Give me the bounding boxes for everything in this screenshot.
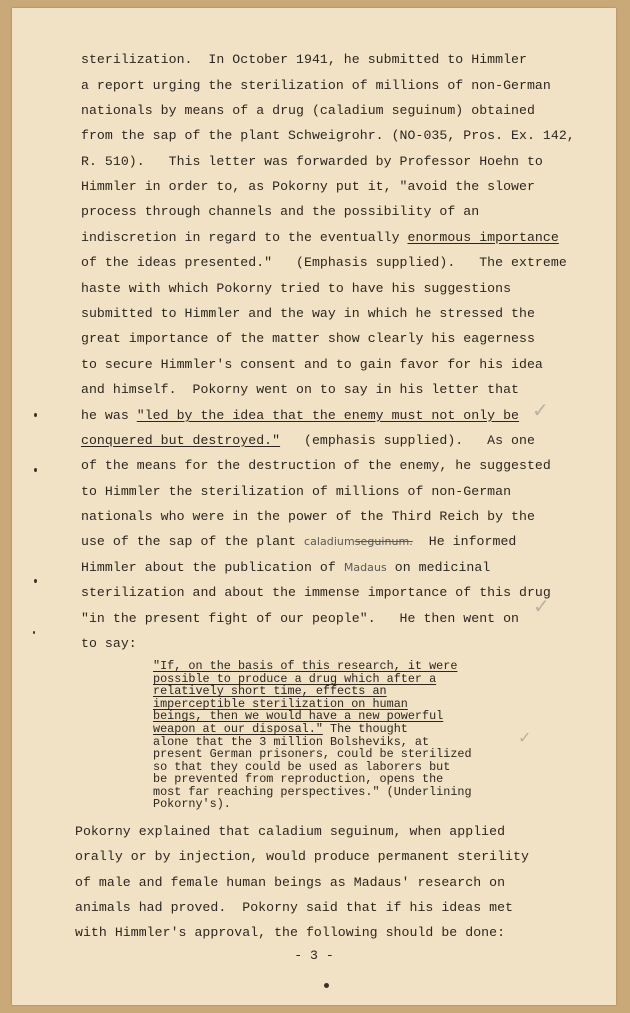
text-span: use of the sap of the plant bbox=[81, 534, 304, 549]
text-span: Himmler about the publication of bbox=[81, 560, 344, 575]
page-number: - 3 - bbox=[294, 948, 334, 963]
text-span: he was bbox=[81, 408, 137, 423]
quote-line: most far reaching perspectives." (Underlining bbox=[153, 785, 472, 799]
underlined-emphasis: conquered but destroyed." bbox=[81, 433, 281, 448]
text-line bbox=[81, 433, 535, 449]
text-line: of male and female human beings as Madaus' research on bbox=[75, 875, 506, 890]
underlined-emphasis: enormous importance bbox=[407, 230, 559, 245]
handwritten-correction: Madaus bbox=[343, 561, 387, 574]
text-line: Himmler in order to, as Pokorny put it, "avoid the slower bbox=[81, 179, 535, 194]
quote-line: Pokorny's). bbox=[153, 797, 231, 811]
text-line: a report urging the sterilization of millions of non-German bbox=[81, 78, 551, 93]
quote-line: "If, on the basis of this research, it were bbox=[153, 659, 458, 673]
text-line: of the means for the destruction of the enemy, he suggested bbox=[81, 458, 551, 473]
text-line: sterilization. In October 1941, he submitted to Himmler bbox=[81, 52, 527, 67]
text-line: great importance of the matter show clearly his eagerness bbox=[81, 331, 535, 346]
text-line: nationals by means of a drug (caladium seguinum) obtained bbox=[81, 103, 535, 118]
text-line bbox=[81, 230, 559, 246]
handwritten-correction: caladium bbox=[304, 535, 355, 548]
text-line: submitted to Himmler and the way in which he stressed the bbox=[81, 306, 535, 321]
text-line: haste with which Pokorny tried to have his suggestions bbox=[81, 281, 512, 296]
quote-line: alone that the 3 million Bolsheviks, at bbox=[153, 735, 430, 749]
text-line: to secure Himmler's consent and to gain favor for his idea bbox=[81, 357, 543, 372]
quote-line: imperceptible sterilization on human bbox=[153, 697, 408, 711]
check-mark-icon: ✓ bbox=[532, 398, 549, 422]
text-line: with Himmler's approval, the following should be done: bbox=[75, 925, 506, 940]
punch-mark bbox=[34, 413, 37, 417]
text-line: animals had proved. Pokorny said that if his ideas met bbox=[75, 900, 514, 915]
text-line: sterilization and about the immense importance of this drug bbox=[81, 585, 551, 600]
text-line: Pokorny explained that caladium seguinum, when applied bbox=[75, 824, 506, 839]
text-line bbox=[81, 534, 516, 550]
quote-underlined-span: weapon at our disposal." bbox=[153, 722, 323, 736]
text-span: (emphasis supplied). As one bbox=[280, 433, 535, 448]
check-mark-icon: ✓ bbox=[533, 594, 550, 618]
text-line: and himself. Pokorny went on to say in his letter that bbox=[81, 382, 520, 397]
punch-mark bbox=[33, 631, 35, 634]
document-page bbox=[12, 8, 616, 1005]
text-line: to say: bbox=[81, 636, 137, 651]
text-line: to Himmler the sterilization of millions of non-German bbox=[81, 484, 512, 499]
quote-line: so that they could be used as laborers but bbox=[153, 760, 451, 774]
text-line bbox=[81, 560, 490, 576]
text-span: on medicinal bbox=[386, 560, 491, 575]
text-span: He informed bbox=[412, 534, 517, 549]
text-line: from the sap of the plant Schweigrohr. (NO-035, Pros. Ex. 142, bbox=[81, 128, 575, 143]
punch-mark bbox=[324, 983, 329, 988]
text-line: "in the present fight of our people". He then went on bbox=[81, 611, 520, 626]
text-line bbox=[81, 408, 519, 424]
text-line: orally or by injection, would produce permanent sterility bbox=[75, 849, 529, 864]
text-line: of the ideas presented." (Emphasis supplied). The extreme bbox=[81, 255, 567, 270]
quote-line: relatively short time, effects an bbox=[153, 684, 387, 698]
quote-line: present German prisoners, could be sterilized bbox=[153, 747, 472, 761]
check-mark-icon: ✓ bbox=[518, 728, 532, 747]
quote-line bbox=[153, 723, 408, 736]
punch-mark bbox=[34, 468, 37, 472]
punch-mark bbox=[34, 579, 37, 583]
struck-text: seguinum. bbox=[354, 535, 413, 548]
quote-line: be prevented from reproduction, opens the bbox=[153, 772, 444, 786]
quote-line: possible to produce a drug which after a bbox=[153, 672, 437, 686]
quote-span: The thought bbox=[322, 722, 408, 736]
underlined-emphasis: "led by the idea that the enemy must not only be bbox=[136, 408, 520, 423]
text-line: R. 510). This letter was forwarded by Professor Hoehn to bbox=[81, 154, 543, 169]
text-span: indiscretion in regard to the eventually bbox=[81, 230, 408, 245]
quote-line: beings, then we would have a new powerful bbox=[153, 709, 444, 723]
text-line: process through channels and the possibility of an bbox=[81, 204, 480, 219]
text-line: nationals who were in the power of the Third Reich by the bbox=[81, 509, 535, 524]
